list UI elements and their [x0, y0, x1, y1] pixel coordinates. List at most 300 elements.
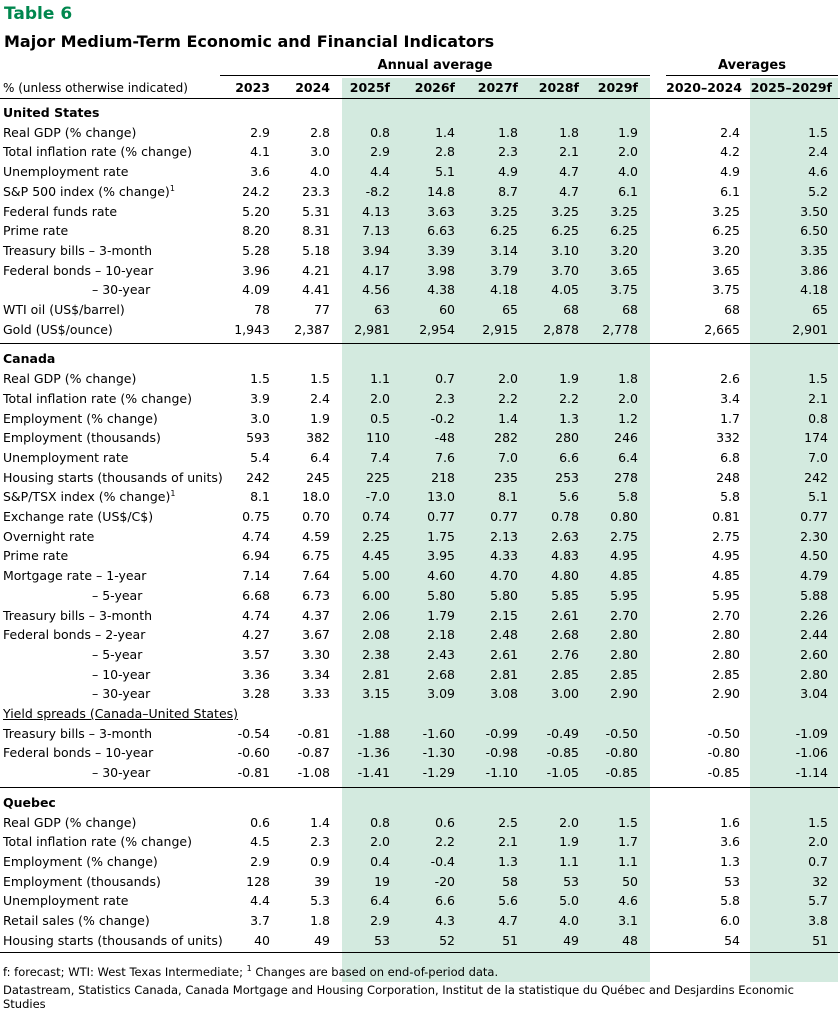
table-row-s0-r7-col-2029f: 3.65	[610, 262, 638, 278]
table-row-s0-r8-col-2028f: 4.05	[551, 282, 579, 298]
table-row-s1-r11-col-2027f: 5.80	[490, 587, 518, 603]
table-row-s1-r2-col-2023: 3.0	[250, 410, 270, 426]
table-row-s1-r1-col-2025f: 2.0	[370, 390, 390, 406]
table-row-s1-r1-col-2024: 2.4	[310, 390, 330, 406]
table-row-s1-r11-col-2029f: 5.95	[610, 587, 638, 603]
table-row-s1-r15-col-2027f: 2.81	[490, 666, 518, 682]
table-row-s2-r1-col-2023: 4.5	[250, 834, 270, 850]
table-row-s0-r6-col-2023: 5.28	[242, 242, 270, 258]
table-row-s0-r1-label: Total inflation rate (% change)	[3, 144, 192, 160]
table-row-s2-r0-col-avg-2025-2029f: 1.5	[808, 814, 828, 830]
table-row-s1-r2-col-2024: 1.9	[310, 410, 330, 426]
table-row-s2-r6-col-2025f: 53	[374, 932, 390, 948]
table-row-s1-r4-col-avg-2020-2024: 6.8	[720, 449, 740, 465]
table-row-s2-r2-col-2023: 2.9	[250, 853, 270, 869]
table-row-s1-r16-col-avg-2025-2029f: 3.04	[800, 686, 828, 702]
table-row-s1-r16-col-2029f: 2.90	[610, 686, 638, 702]
table-row-s1-r5-col-2023: 242	[246, 469, 270, 485]
table-row-s0-r6-col-2027f: 3.14	[490, 242, 518, 258]
table-row-s1-r0-col-2023: 1.5	[250, 371, 270, 387]
table-row-s0-r2-col-2027f: 4.9	[498, 164, 518, 180]
table-row-s2-r0-col-2024: 1.4	[310, 814, 330, 830]
table-row-spread-r2-label: – 30-year	[92, 765, 151, 781]
yield-spreads-heading: Yield spreads (Canada–United States)	[3, 706, 239, 721]
table-row-s0-r2-col-2025f: 4.4	[370, 164, 390, 180]
table-row-s0-r2-col-2029f: 4.0	[618, 164, 638, 180]
header-col-2024: 2024	[295, 80, 330, 95]
table-row-s1-r2-col-2027f: 1.4	[498, 410, 518, 426]
table-row-s0-r7-label: Federal bonds – 10-year	[3, 262, 154, 278]
table-row-s1-r9-col-2029f: 4.95	[610, 548, 638, 564]
table-row-s1-r13-col-2028f: 2.68	[551, 627, 579, 643]
table-row-s0-r4-col-2028f: 3.25	[551, 203, 579, 219]
table-row-s0-r0-col-2026f: 1.4	[435, 124, 455, 140]
table-row-s1-r3-col-avg-2025-2029f: 174	[804, 430, 828, 446]
table-row-s1-r9-col-2027f: 4.33	[490, 548, 518, 564]
table-row-s1-r13-col-2025f: 2.08	[362, 627, 390, 643]
table-row-s2-r6-col-2029f: 48	[622, 932, 638, 948]
group-rule-annual	[220, 75, 650, 76]
table-row-s1-r11-col-2028f: 5.85	[551, 587, 579, 603]
table-row-s0-r7-col-avg-2025-2029f: 3.86	[800, 262, 828, 278]
table-row-s1-r13-col-2027f: 2.48	[490, 627, 518, 643]
table-row-s1-r9-col-2023: 6.94	[242, 548, 270, 564]
table-row-s1-r12-col-2028f: 2.61	[551, 607, 579, 623]
table-row-s0-r9-col-2028f: 68	[563, 302, 579, 317]
table-row-s1-r10-col-2028f: 4.80	[551, 568, 579, 584]
table-row-s1-r4-col-2029f: 6.4	[618, 449, 638, 465]
header-col-2028f: 2028f	[538, 80, 579, 95]
table-row-s1-r14-col-2023: 3.57	[242, 646, 270, 662]
table-row-s1-r5-col-2026f: 218	[431, 469, 455, 485]
table-row-s1-r12-col-2024: 4.37	[302, 607, 330, 623]
table-row-s2-r0-col-2028f: 2.0	[559, 814, 579, 830]
table-row-s0-r5-col-2024: 8.31	[302, 223, 330, 239]
table-row-s0-r9-label: WTI oil (US$/barrel)	[3, 302, 125, 317]
table-row-s1-r3-col-2024: 382	[306, 430, 330, 446]
table-row-s1-r7-col-2027f: 0.77	[490, 509, 518, 524]
table-row-s2-r0-col-2025f: 0.8	[370, 814, 390, 830]
table-row-s1-r9-col-avg-2025-2029f: 4.50	[800, 548, 828, 564]
table-row-s0-r9-col-2023: 78	[254, 302, 270, 317]
table-row-s0-r10-col-2027f: 2,915	[482, 321, 518, 337]
table-row-s1-r14-col-2028f: 2.76	[551, 646, 579, 662]
table-row-s1-r4-col-avg-2025-2029f: 7.0	[808, 449, 828, 465]
table-row-s1-r16-label: – 30-year	[92, 686, 151, 702]
table-row-s0-r0-col-2025f: 0.8	[370, 124, 390, 140]
table-row-s2-r3-col-2028f: 53	[563, 873, 579, 889]
table-row-s1-r3-col-2023: 593	[246, 430, 270, 446]
table-row-s1-r14-col-2027f: 2.61	[490, 646, 518, 662]
table-row-s1-r9-label: Prime rate	[3, 548, 69, 564]
table-row-s1-r10-col-avg-2025-2029f: 4.79	[800, 568, 828, 584]
table-row-s1-r2-label: Employment (% change)	[3, 410, 158, 426]
table-row-s1-r15-col-2026f: 2.68	[427, 666, 455, 682]
table-row-s2-r5-col-2025f: 2.9	[370, 913, 390, 928]
table-row-s1-r0-col-2025f: 1.1	[370, 371, 390, 387]
table-row-s1-r6-col-avg-2020-2024: 5.8	[720, 489, 740, 505]
table-row-s1-r4-col-2028f: 6.6	[559, 449, 579, 465]
table-row-s1-r3-col-2029f: 246	[614, 430, 638, 446]
table-row-s0-r1-col-2025f: 2.9	[370, 144, 390, 160]
table-row-s2-r1-col-2029f: 1.7	[618, 834, 638, 850]
table-row-s0-r9-col-2029f: 68	[622, 302, 638, 317]
table-row-s0-r7-col-2026f: 3.98	[427, 262, 455, 278]
table-row-s1-r14-label: – 5-year	[92, 646, 143, 662]
table-row-s2-r6-col-2024: 49	[314, 932, 330, 948]
table-row-s1-r12-col-2026f: 1.79	[427, 607, 455, 623]
table-row-s0-r3-col-avg-2020-2024: 6.1	[720, 183, 740, 199]
table-row-s0-r3-col-2023: 24.2	[242, 183, 270, 199]
table-row-s0-r6-label: Treasury bills – 3-month	[3, 242, 153, 258]
table-row-s0-r5-col-avg-2025-2029f: 6.50	[800, 223, 828, 239]
table-row-spread-r0-col-2024: -0.81	[297, 725, 330, 741]
table-row-spread-r2-col-2023: -0.81	[237, 765, 270, 781]
table-row-s1-r15-col-2024: 3.34	[302, 666, 330, 682]
table-row-s1-r4-col-2024: 6.4	[310, 449, 330, 465]
table-row-s1-r5-col-avg-2020-2024: 248	[716, 469, 740, 485]
table-row-s2-r2-col-2029f: 1.1	[618, 853, 638, 869]
table-row-spread-r1-label: Federal bonds – 10-year	[3, 745, 154, 761]
table-row-s2-r3-col-2029f: 50	[622, 873, 638, 889]
table-row-s0-r10-label: Gold (US$/ounce)	[3, 321, 113, 337]
table-row-s1-r8-col-2027f: 2.13	[490, 528, 518, 544]
table-row-s2-r6-col-2028f: 49	[563, 932, 579, 948]
table-row-s0-r3-col-2026f: 14.8	[427, 183, 455, 199]
header-col-2023: 2023	[235, 80, 270, 95]
table-row-s2-r1-col-2026f: 2.2	[435, 834, 455, 850]
table-row-s1-r5-col-2024: 245	[306, 469, 330, 485]
table-row-s1-r6-col-avg-2025-2029f: 5.1	[808, 489, 828, 505]
table-row-s2-r0-col-2026f: 0.6	[435, 814, 455, 830]
table-row-s2-r1-col-2027f: 2.1	[498, 834, 518, 850]
table-row-s1-r10-col-2026f: 4.60	[427, 568, 455, 584]
table-row-s0-r3-col-2024: 23.3	[302, 183, 330, 199]
table-row-s1-r14-col-2029f: 2.80	[610, 646, 638, 662]
table-row-s1-r12-col-2027f: 2.15	[490, 607, 518, 623]
table-row-s0-r6-col-2024: 5.18	[302, 242, 330, 258]
table-row-s0-r1-col-2026f: 2.8	[435, 144, 455, 160]
table-row-s1-r13-col-2029f: 2.80	[610, 627, 638, 643]
table-row-s2-r3-col-avg-2025-2029f: 32	[812, 873, 828, 889]
table-row-s0-r4-col-2023: 5.20	[242, 203, 270, 219]
table-row-s0-r4-col-avg-2025-2029f: 3.50	[800, 203, 828, 219]
table-row-s1-r0-col-avg-2020-2024: 2.6	[720, 371, 740, 387]
section-heading-0: United States	[3, 105, 100, 120]
table-row-s0-r2-col-2026f: 5.1	[435, 164, 455, 180]
table-row-s1-r2-col-avg-2020-2024: 1.7	[720, 410, 740, 426]
table-row-s0-r7-col-2024: 4.21	[302, 262, 330, 278]
table-row-spread-r2-col-avg-2025-2029f: -1.14	[795, 765, 828, 781]
table-row-s1-r10-label: Mortgage rate – 1-year	[3, 568, 147, 584]
table-row-s1-r12-col-2023: 4.74	[242, 607, 270, 623]
table-row-s0-r8-col-2026f: 4.38	[427, 282, 455, 298]
table-row-s2-r3-col-2027f: 58	[502, 873, 518, 889]
table-row-s1-r5-col-2025f: 225	[366, 469, 390, 485]
table-row-s0-r10-col-2023: 1,943	[234, 321, 270, 337]
table-row-s1-r5-label: Housing starts (thousands of units)	[3, 469, 223, 485]
table-row-s1-r1-col-avg-2025-2029f: 2.1	[808, 390, 828, 406]
table-row-s2-r5-col-2026f: 4.3	[435, 913, 455, 928]
table-row-s0-r7-col-2023: 3.96	[242, 262, 270, 278]
table-row-s2-r1-col-2028f: 1.9	[559, 834, 579, 850]
table-row-s1-r8-label: Overnight rate	[3, 528, 95, 544]
section-heading-2: Quebec	[3, 794, 56, 810]
table-row-s1-r14-col-2026f: 2.43	[427, 646, 455, 662]
table-row-s1-r7-col-2023: 0.75	[242, 509, 270, 524]
table-row-spread-r2-col-2026f: -1.29	[422, 765, 455, 781]
table-row-s1-r16-col-2023: 3.28	[242, 686, 270, 702]
table-row-s1-r5-col-2027f: 235	[494, 469, 518, 485]
table-row-s0-r4-label: Federal funds rate	[3, 203, 118, 219]
table-row-s2-r3-label: Employment (thousands)	[3, 873, 161, 889]
table-row-s1-r3-col-2026f: -48	[434, 430, 455, 446]
table-row-s0-r8-label: – 30-year	[92, 282, 151, 298]
table-row-s0-r3-label: S&P 500 index (% change)$^1$	[3, 183, 175, 199]
table-row-s0-r6-col-2028f: 3.10	[551, 242, 579, 258]
table-row-s1-r13-col-avg-2025-2029f: 2.44	[800, 627, 828, 643]
table-row-s2-r3-col-2025f: 19	[374, 873, 390, 889]
group-rule-averages	[666, 75, 838, 76]
table-row-s1-r14-col-2025f: 2.38	[362, 646, 390, 662]
table-row-s2-r4-col-2029f: 4.6	[618, 893, 638, 909]
table-row-s2-r5-col-2024: 1.8	[310, 913, 330, 928]
table-row-s2-r2-label: Employment (% change)	[3, 853, 158, 869]
table-row-s1-r15-col-avg-2025-2029f: 2.80	[800, 666, 828, 682]
table-row-s0-r7-col-2025f: 4.17	[362, 262, 390, 278]
table-row-s1-r7-label: Exchange rate (US$/C$)	[3, 509, 154, 524]
table-row-s1-r3-col-avg-2020-2024: 332	[716, 430, 740, 446]
header-unit-label: % (unless otherwise indicated)	[3, 81, 188, 95]
table-row-s2-r5-col-2023: 3.7	[250, 913, 270, 928]
table-row-s0-r7-col-2027f: 3.79	[490, 262, 518, 278]
table-row-s0-r1-col-avg-2020-2024: 4.2	[720, 144, 740, 160]
table-row-s0-r3-col-2027f: 8.7	[498, 183, 518, 199]
table-row-s1-r1-col-2028f: 2.2	[559, 390, 579, 406]
table-row-spread-r2-col-avg-2020-2024: -0.85	[707, 765, 740, 781]
table-row-s1-r6-col-2027f: 8.1	[498, 489, 518, 505]
table-row-s1-r8-col-avg-2020-2024: 2.75	[712, 528, 740, 544]
table-row-s1-r11-col-2025f: 6.00	[362, 587, 390, 603]
footnote-text-b: Changes are based on end-of-period data.	[255, 965, 499, 979]
table-row-s2-r0-col-2027f: 2.5	[498, 814, 518, 830]
table-row-s0-r1-col-avg-2025-2029f: 2.4	[808, 144, 828, 160]
table-row-s0-r10-col-2025f: 2,981	[354, 321, 390, 337]
table-row-s1-r6-label: S&P/TSX index (% change)$^1$	[3, 489, 176, 505]
table-row-s1-r16-col-2026f: 3.09	[427, 686, 455, 702]
table-row-s1-r12-col-avg-2025-2029f: 2.26	[800, 607, 828, 623]
table-row-s2-r1-col-2025f: 2.0	[370, 834, 390, 850]
table-row-s0-r9-col-2026f: 60	[439, 302, 455, 317]
table-row-s0-r8-col-2023: 4.09	[242, 282, 270, 298]
table-row-s0-r0-col-2027f: 1.8	[498, 124, 518, 140]
table-row-s2-r6-col-2026f: 52	[439, 932, 455, 948]
table-row-s0-r8-col-2024: 4.41	[302, 282, 330, 298]
table-row-s1-r12-col-2025f: 2.06	[362, 607, 390, 623]
footnote-text-a: f: forecast; WTI: West Texas Intermediate;	[3, 965, 243, 979]
table-row-s0-r1-col-2023: 4.1	[250, 144, 270, 160]
table-row-s2-r1-col-avg-2020-2024: 3.6	[720, 834, 740, 850]
table-row-s1-r11-col-2023: 6.68	[242, 587, 270, 603]
table-row-s1-r10-col-avg-2020-2024: 4.85	[712, 568, 740, 584]
table-row-s0-r5-col-2025f: 7.13	[362, 223, 390, 239]
table-row-s2-r5-col-avg-2025-2029f: 3.8	[808, 913, 828, 928]
table-row-s1-r0-col-2026f: 0.7	[435, 371, 455, 387]
table-row-s1-r11-col-2026f: 5.80	[427, 587, 455, 603]
table-row-spread-r1-col-avg-2020-2024: -0.80	[707, 745, 740, 761]
table-row-s1-r2-col-2028f: 1.3	[559, 410, 579, 426]
table-row-s1-r9-col-2024: 6.75	[302, 548, 330, 564]
table-row-s0-r0-col-2029f: 1.9	[618, 124, 638, 140]
table-row-s1-r9-col-2025f: 4.45	[362, 548, 390, 564]
table-row-s2-r2-col-2026f: -0.4	[430, 853, 455, 869]
table-row-s2-r5-col-2027f: 4.7	[498, 913, 518, 928]
table-row-s2-r3-col-avg-2020-2024: 53	[724, 873, 740, 889]
table-title: Major Medium-Term Economic and Financial Indicators	[4, 32, 495, 51]
table-row-s0-r2-col-2028f: 4.7	[559, 164, 579, 180]
table-row-s2-r4-col-2024: 5.3	[310, 893, 330, 909]
table-row-s2-r6-col-2027f: 51	[502, 932, 518, 948]
table-row-spread-r0-col-2027f: -0.99	[485, 725, 518, 741]
table-row-s1-r12-col-2029f: 2.70	[610, 607, 638, 623]
header-col-2029f: 2029f	[597, 80, 638, 95]
table-row-s1-r8-col-2025f: 2.25	[362, 528, 390, 544]
table-row-s1-r8-col-2026f: 1.75	[427, 528, 455, 544]
table-row-s0-r6-col-2025f: 3.94	[362, 242, 390, 258]
table-row-s2-r4-col-2025f: 6.4	[370, 893, 390, 909]
section-rule-0	[0, 343, 840, 344]
table-row-spread-r0-col-2028f: -0.49	[546, 725, 579, 741]
table-row-s0-r8-col-avg-2020-2024: 3.75	[712, 282, 740, 298]
table-row-spread-r0-col-2026f: -1.60	[422, 725, 455, 741]
table-row-s0-r6-col-2029f: 3.20	[610, 242, 638, 258]
table-row-s1-r7-col-2025f: 0.74	[362, 509, 390, 524]
table-row-s1-r10-col-2023: 7.14	[242, 568, 270, 584]
table-row-s0-r5-col-2028f: 6.25	[551, 223, 579, 239]
table-row-s0-r4-col-2027f: 3.25	[490, 203, 518, 219]
table-row-s1-r8-col-2029f: 2.75	[610, 528, 638, 544]
table-row-s1-r1-col-2029f: 2.0	[618, 390, 638, 406]
table-row-spread-r1-col-2025f: -1.36	[357, 745, 390, 761]
table-row-spread-r1-col-avg-2025-2029f: -1.06	[795, 745, 828, 761]
table-row-s0-r2-col-2023: 3.6	[250, 164, 270, 180]
table-row-s1-r5-col-2028f: 253	[555, 469, 579, 485]
table-row-spread-r1-col-2029f: -0.80	[605, 745, 638, 761]
table-row-s2-r4-col-2026f: 6.6	[435, 893, 455, 909]
table-row-s1-r10-col-2029f: 4.85	[610, 568, 638, 584]
table-row-s0-r3-col-avg-2025-2029f: 5.2	[808, 183, 828, 199]
table-row-s1-r4-col-2026f: 7.6	[435, 449, 455, 465]
table-row-s1-r3-col-2027f: 282	[494, 430, 518, 446]
table-row-s2-r4-col-2028f: 5.0	[559, 893, 579, 909]
table-row-s1-r8-col-2023: 4.74	[242, 528, 270, 544]
table-row-s1-r7-col-avg-2020-2024: 0.81	[712, 509, 740, 524]
table-row-s2-r2-col-avg-2020-2024: 1.3	[720, 853, 740, 869]
table-row-s1-r15-col-2023: 3.36	[242, 666, 270, 682]
group-header-annual: Annual average	[377, 58, 493, 73]
table-row-s0-r0-col-2023: 2.9	[250, 124, 270, 140]
table-row-spread-r2-col-2029f: -0.85	[605, 765, 638, 781]
table-row-spread-r0-label: Treasury bills – 3-month	[3, 725, 153, 741]
table-row-s2-r6-col-avg-2020-2024: 54	[724, 932, 740, 948]
table-row-s1-r4-col-2025f: 7.4	[370, 449, 390, 465]
table-row-s1-r1-col-2023: 3.9	[250, 390, 270, 406]
table-row-spread-r0-col-2029f: -0.50	[605, 725, 638, 741]
table-row-s1-r3-col-2028f: 280	[555, 430, 579, 446]
table-row-s0-r3-col-2029f: 6.1	[618, 183, 638, 199]
table-row-s1-r4-col-2023: 5.4	[250, 449, 270, 465]
table-row-s2-r4-col-avg-2025-2029f: 5.7	[808, 893, 828, 909]
table-row-spread-r2-col-2028f: -1.05	[546, 765, 579, 781]
table-row-s0-r10-col-2026f: 2,954	[419, 321, 455, 337]
table-row-s0-r1-col-2028f: 2.1	[559, 144, 579, 160]
header-col-2026f: 2026f	[414, 80, 455, 95]
table-row-s1-r16-col-2027f: 3.08	[490, 686, 518, 702]
table-row-s0-r1-col-2027f: 2.3	[498, 144, 518, 160]
table-row-spread-r1-col-2023: -0.60	[237, 745, 270, 761]
table-row-s1-r7-col-2026f: 0.77	[427, 509, 455, 524]
table-row-s0-r6-col-avg-2025-2029f: 3.35	[800, 242, 828, 258]
table-row-s1-r14-col-avg-2020-2024: 2.80	[712, 646, 740, 662]
table-row-s1-r6-col-2024: 18.0	[302, 489, 330, 505]
table-row-s1-r2-col-2029f: 1.2	[618, 410, 638, 426]
table-row-s1-r16-col-avg-2020-2024: 2.90	[712, 686, 740, 702]
table-row-s1-r10-col-2025f: 5.00	[362, 568, 390, 584]
table-row-s2-r5-col-2029f: 3.1	[618, 913, 638, 928]
table-row-s1-r11-label: – 5-year	[92, 587, 143, 603]
table-row-s0-r0-col-avg-2020-2024: 2.4	[720, 124, 740, 140]
table-row-s2-r3-col-2023: 128	[246, 873, 270, 889]
table-row-s1-r4-col-2027f: 7.0	[498, 449, 518, 465]
footnote	[3, 965, 498, 979]
table-row-s1-r15-col-2028f: 2.85	[551, 666, 579, 682]
table-row-s0-r9-col-avg-2025-2029f: 65	[812, 302, 828, 317]
table-row-s2-r1-label: Total inflation rate (% change)	[3, 834, 192, 850]
table-row-s0-r8-col-2029f: 3.75	[610, 282, 638, 298]
source-note: Datastream, Statistics Canada, Canada Mortgage and Housing Corporation, Institut de la statistique du Québec and Desjardins Economic Studies	[3, 983, 794, 1011]
table-row-s0-r2-label: Unemployment rate	[3, 164, 129, 180]
table-row-s1-r0-col-2027f: 2.0	[498, 371, 518, 387]
table-row-spread-r2-col-2027f: -1.10	[485, 765, 518, 781]
table-row-s2-r0-col-2023: 0.6	[250, 814, 270, 830]
table-row-spread-r2-col-2024: -1.08	[297, 765, 330, 781]
table-row-s1-r13-label: Federal bonds – 2-year	[3, 627, 146, 643]
table-row-s1-r6-col-2025f: -7.0	[365, 489, 390, 505]
table-row-s1-r7-col-2028f: 0.78	[551, 509, 579, 524]
table-row-s2-r2-col-2024: 0.9	[310, 853, 330, 869]
table-row-s1-r15-label: – 10-year	[92, 666, 151, 682]
table-row-s0-r2-col-avg-2025-2029f: 4.6	[808, 164, 828, 180]
table-row-s0-r5-col-2023: 8.20	[242, 223, 270, 239]
table-row-s0-r6-col-2026f: 3.39	[427, 242, 455, 258]
table-row-s1-r0-label: Real GDP (% change)	[3, 371, 137, 387]
table-row-s1-r7-col-avg-2025-2029f: 0.77	[800, 509, 828, 524]
table-row-s2-r2-col-2028f: 1.1	[559, 853, 579, 869]
table-row-s1-r10-col-2024: 7.64	[302, 568, 330, 584]
table-row-s1-r12-col-avg-2020-2024: 2.70	[712, 607, 740, 623]
table-row-s0-r5-label: Prime rate	[3, 223, 69, 239]
table-label: Table 6	[4, 4, 73, 24]
header-col-2027f: 2027f	[477, 80, 518, 95]
table-row-s0-r10-col-avg-2025-2029f: 2,901	[792, 321, 828, 337]
table-row-s2-r4-col-avg-2020-2024: 5.8	[720, 893, 740, 909]
table-row-s1-r1-col-2026f: 2.3	[435, 390, 455, 406]
header-col-avg-2020-2024: 2020–2024	[666, 80, 742, 95]
table-row-s0-r6-col-avg-2020-2024: 3.20	[712, 242, 740, 258]
header-rule	[0, 98, 840, 99]
table-row-s2-r2-col-2027f: 1.3	[498, 853, 518, 869]
table-row-spread-r2-col-2025f: -1.41	[357, 765, 390, 781]
